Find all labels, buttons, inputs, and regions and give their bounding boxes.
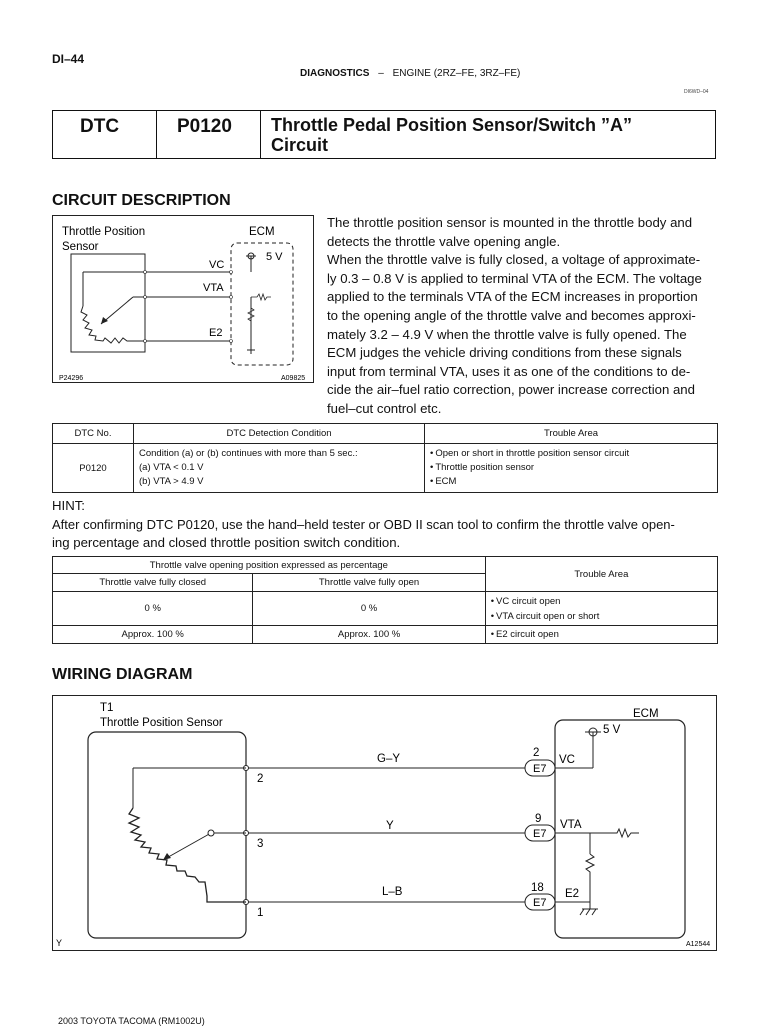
fig-five-v: 5 V bbox=[266, 251, 283, 263]
header-fully-closed: Throttle valve fully closed bbox=[53, 574, 253, 592]
running-header bbox=[300, 68, 520, 79]
wd-sensor-pin: 2 bbox=[257, 773, 264, 785]
wd-potentiometer-icon bbox=[129, 808, 246, 902]
description-line: ECM judges the vehicle driving conditions from these signals bbox=[327, 345, 682, 361]
trouble-area-item: • E2 circuit open bbox=[491, 629, 712, 640]
header-trouble-area: Trouble Area bbox=[485, 557, 717, 592]
wd-wire-color: G–Y bbox=[377, 753, 401, 765]
wd-wire-color: L–B bbox=[382, 886, 403, 898]
dtc-title-line-2: Circuit bbox=[271, 135, 329, 155]
header-dtc-no: DTC No. bbox=[53, 424, 134, 444]
fig-ecm-box bbox=[231, 243, 293, 365]
trouble-area-item: • Throttle position sensor bbox=[430, 461, 712, 475]
header-detection-condition: DTC Detection Condition bbox=[134, 424, 425, 444]
hint-line-1: After confirming DTC P0120, use the hand–held tester or OBD II scan tool to confirm the throttle valve open- bbox=[52, 516, 675, 532]
table-row bbox=[53, 444, 718, 493]
fig-sensor-label-1: Throttle Position bbox=[62, 226, 146, 238]
description-line: to the opening angle of the throttle valve and becomes approxi- bbox=[327, 307, 696, 323]
wd-wire-color: Y bbox=[386, 820, 394, 832]
wd-ecm-pin: 9 bbox=[535, 813, 542, 825]
dtc-title-box bbox=[52, 110, 716, 159]
wd-sensor-box bbox=[88, 732, 246, 938]
fig-code-right: A09825 bbox=[281, 375, 306, 382]
table-row bbox=[53, 626, 718, 644]
hint-block bbox=[52, 497, 718, 553]
subsection-name: ENGINE (2RZ–FE, 3RZ–FE) bbox=[392, 68, 521, 79]
page-footer: 2003 TOYOTA TACOMA (RM1002U) bbox=[58, 1016, 205, 1026]
description-line: input from terminal VTA, uses it as one of the conditions to de- bbox=[327, 363, 691, 379]
fig-sensor-box bbox=[71, 254, 145, 352]
fig-sensor-label-2: Sensor bbox=[62, 241, 99, 253]
dtc-label: DTC bbox=[80, 116, 120, 137]
trouble-area-cell bbox=[425, 444, 718, 493]
closed-value: Approx. 100 % bbox=[53, 626, 253, 644]
dtc-code-cell bbox=[157, 111, 261, 158]
description-line: ly 0.3 – 0.8 V is applied to terminal VTA of the ECM. The voltage bbox=[327, 270, 702, 286]
description-line: mately 3.2 – 4.9 V when the throttle valve is fully opened. The bbox=[327, 326, 687, 342]
circuit-diagram-svg bbox=[53, 216, 315, 384]
wd-ecm-pin: 2 bbox=[533, 747, 540, 759]
wd-sensor-name: Throttle Position Sensor bbox=[100, 717, 223, 729]
circuit-description-text bbox=[327, 214, 717, 419]
wd-terminal: VTA bbox=[560, 819, 582, 831]
dtc-title-cell bbox=[261, 111, 715, 158]
header-trouble-area: Trouble Area bbox=[425, 424, 718, 444]
fig-vc: VC bbox=[209, 259, 225, 271]
wd-code: A12544 bbox=[686, 941, 711, 948]
wd-terminal: E2 bbox=[565, 888, 580, 900]
wd-ecm-pin: 18 bbox=[531, 882, 544, 894]
wd-five-v: 5 V bbox=[603, 724, 621, 736]
open-value: 0 % bbox=[253, 592, 485, 626]
dtc-title-line-1: Throttle Pedal Position Sensor/Switch ”A” bbox=[271, 115, 633, 135]
wd-pull-resistor-icon bbox=[586, 854, 594, 902]
fig-ecm-label: ECM bbox=[249, 226, 275, 238]
description-line: The throttle position sensor is mounted in the throttle body and bbox=[327, 215, 693, 230]
dtc-title bbox=[271, 115, 632, 155]
condition-line: (b) VTA > 4.9 V bbox=[139, 476, 204, 487]
wd-connector-label: T1 bbox=[100, 702, 114, 714]
trouble-area-item: • ECM bbox=[430, 475, 712, 489]
header-fully-open: Throttle valve fully open bbox=[253, 574, 485, 592]
fig-vta: VTA bbox=[203, 282, 224, 294]
page-number: DI–44 bbox=[52, 52, 85, 66]
trouble-area-item: • Open or short in throttle position sensor circuit bbox=[430, 447, 712, 461]
circuit-description-heading: CIRCUIT DESCRIPTION bbox=[52, 192, 231, 209]
hint-line-2: ing percentage and closed throttle position switch condition. bbox=[52, 535, 401, 551]
fig-vta-resistor-icon bbox=[251, 294, 271, 300]
trouble-area-item: • VTA circuit open or short bbox=[491, 609, 712, 624]
dtc-detection-table bbox=[52, 423, 718, 493]
dtc-code: P0120 bbox=[177, 116, 232, 137]
circuit-figure bbox=[52, 215, 314, 383]
wiring-diagram-svg bbox=[53, 696, 718, 952]
document-code: DI6WD–04 bbox=[684, 89, 709, 95]
wd-connector-name: E7 bbox=[533, 828, 547, 840]
description-line: applied to the terminals VTA of the ECM increases in proportion bbox=[327, 289, 698, 305]
wd-connector-name: E7 bbox=[533, 897, 547, 909]
wiring-figure bbox=[52, 695, 717, 951]
fig-potentiometer-track-icon bbox=[81, 306, 145, 343]
section-name: DIAGNOSTICS bbox=[300, 68, 370, 79]
wd-corner-letter: Y bbox=[56, 938, 63, 948]
throttle-percentage-table bbox=[52, 556, 718, 644]
dtc-code-cell: P0120 bbox=[53, 444, 134, 493]
wd-connector-name: E7 bbox=[533, 763, 547, 775]
description-line: fuel–cut control etc. bbox=[327, 400, 442, 416]
table-row bbox=[53, 592, 718, 626]
dtc-label-cell bbox=[53, 111, 157, 158]
trouble-area-cell bbox=[485, 592, 717, 626]
description-line: When the throttle valve is fully closed, a voltage of approximate- bbox=[327, 252, 701, 268]
wiring-diagram-heading: WIRING DIAGRAM bbox=[52, 666, 193, 683]
fig-code-left: P24296 bbox=[59, 375, 84, 382]
wd-terminal: VC bbox=[559, 754, 575, 766]
wd-vta-resistor-icon bbox=[613, 829, 639, 837]
open-value: Approx. 100 % bbox=[253, 626, 485, 644]
condition-line: (a) VTA < 0.1 V bbox=[139, 462, 204, 473]
closed-value: 0 % bbox=[53, 592, 253, 626]
trouble-area-cell bbox=[485, 626, 717, 644]
condition-cell bbox=[134, 444, 425, 493]
header-dash: – bbox=[378, 68, 384, 79]
condition-line: Condition (a) or (b) continues with more than 5 sec.: bbox=[139, 448, 358, 459]
trouble-area-item: • VC circuit open bbox=[491, 594, 712, 609]
description-line: detects the throttle valve opening angle. bbox=[327, 233, 561, 249]
wd-sensor-pin: 1 bbox=[257, 907, 264, 919]
wd-sensor-pin: 3 bbox=[257, 838, 264, 850]
description-line: cide the air–fuel ratio correction, power increase correction and bbox=[327, 382, 695, 398]
wd-wiper-arrow-icon bbox=[163, 833, 211, 860]
group-header: Throttle valve opening position expressed as percentage bbox=[53, 557, 486, 574]
fig-e2: E2 bbox=[209, 327, 223, 339]
wd-ecm-label: ECM bbox=[633, 708, 659, 720]
hint-label: HINT: bbox=[52, 498, 85, 513]
